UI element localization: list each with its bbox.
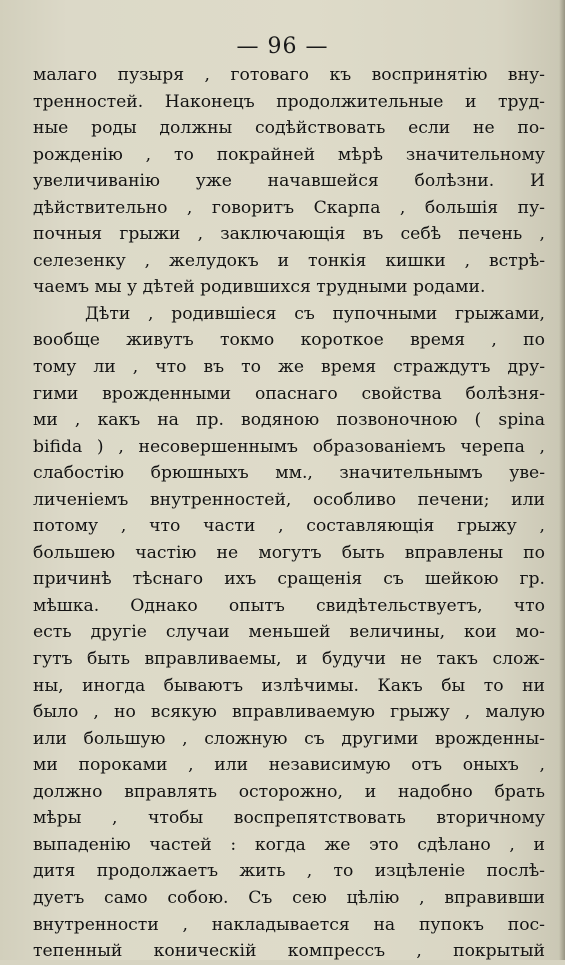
text-line: тренностей. Наконецъ продолжительные и труд- (33, 91, 545, 112)
page-number: — 96 — (236, 34, 329, 59)
text-line: было , но всякую вправливаемую грыжу , малую (33, 702, 545, 723)
text-line: Дѣти , родившіеся съ пупочными грыжами, (85, 303, 545, 324)
text-line: слабостію брюшныхъ мм., значительнымъ уве- (33, 463, 545, 484)
text-line: ные роды должны содѣйствовать если не по- (33, 118, 545, 139)
text-line: или большую , сложную съ другими врожденны- (33, 728, 545, 749)
text-line: ми пороками , или независимую отъ оныхъ , (33, 755, 545, 776)
paragraph-1 (33, 62, 545, 301)
text-line: вообще живутъ токмо короткое время , по (33, 330, 545, 351)
text-line: чаемъ мы у дѣтей родившихся трудными родами. (33, 277, 486, 298)
text-line: мѣры , чтобы воспрепятствовать вторичному (33, 808, 545, 829)
text-line: причинѣ тѣснаго ихъ сращенія съ шейкою гр. (33, 569, 545, 590)
text-line: тепенный коническій компрессъ , покрытый (33, 941, 545, 962)
text-line: большею частію не могутъ быть вправлены по (33, 542, 545, 563)
text-line: селезенку , желудокъ и тонкія кишки , встрѣ- (33, 250, 545, 271)
body-text (33, 62, 545, 965)
text-line: дуетъ само собою. Съ сею цѣлію , вправивши (33, 887, 545, 908)
text-line: дѣйствительно , говоритъ Скарпа , большія пу- (33, 197, 545, 218)
text-line: рожденію , то покрайней мѣрѣ значительному (33, 144, 545, 165)
text-line: почныя грыжи , заключающія въ себѣ печень , (33, 224, 545, 245)
text-line: внутренности , накладывается на пупокъ пос- (33, 914, 545, 935)
text-line: дитя продолжаетъ жить , то изцѣленіе послѣ- (33, 861, 545, 882)
text-line: гутъ быть вправливаемы, и будучи не такъ слож- (33, 649, 545, 670)
text-line: должно вправлять осторожно, и надобно брать (33, 781, 545, 802)
text-line: потому , что части , составляющія грыжу , (33, 516, 545, 537)
text-line: bifida ) , несовершеннымъ образованіемъ черепа , (33, 436, 545, 457)
text-line: есть другіе случаи меньшей величины, кои мо- (33, 622, 545, 643)
text-line: гими врожденными опаснаго свойства болѣзня- (33, 383, 545, 404)
text-line: выпаденію частей : когда же это сдѣлано , и (33, 834, 545, 855)
text-line: ны, иногда бываютъ излѣчимы. Какъ бы то ни (33, 675, 545, 696)
text-line: малаго пузыря , готоваго къ воспринятію вну- (33, 65, 545, 85)
page-edge-shadow (559, 0, 565, 960)
text-line: мѣшка. Однако опытъ свидѣтельствуетъ, что (33, 595, 545, 616)
text-line: личеніемъ внутренностей, особливо печени; или (33, 489, 545, 510)
text-line: ми , какъ на пр. водяною позвоночною ( spina (33, 410, 545, 431)
text-line: увеличиванію уже начавшейся болѣзни. И (33, 171, 545, 192)
text-line: тому ли , что въ то же время страждутъ дру- (33, 357, 545, 378)
paragraph-2 (33, 301, 545, 965)
